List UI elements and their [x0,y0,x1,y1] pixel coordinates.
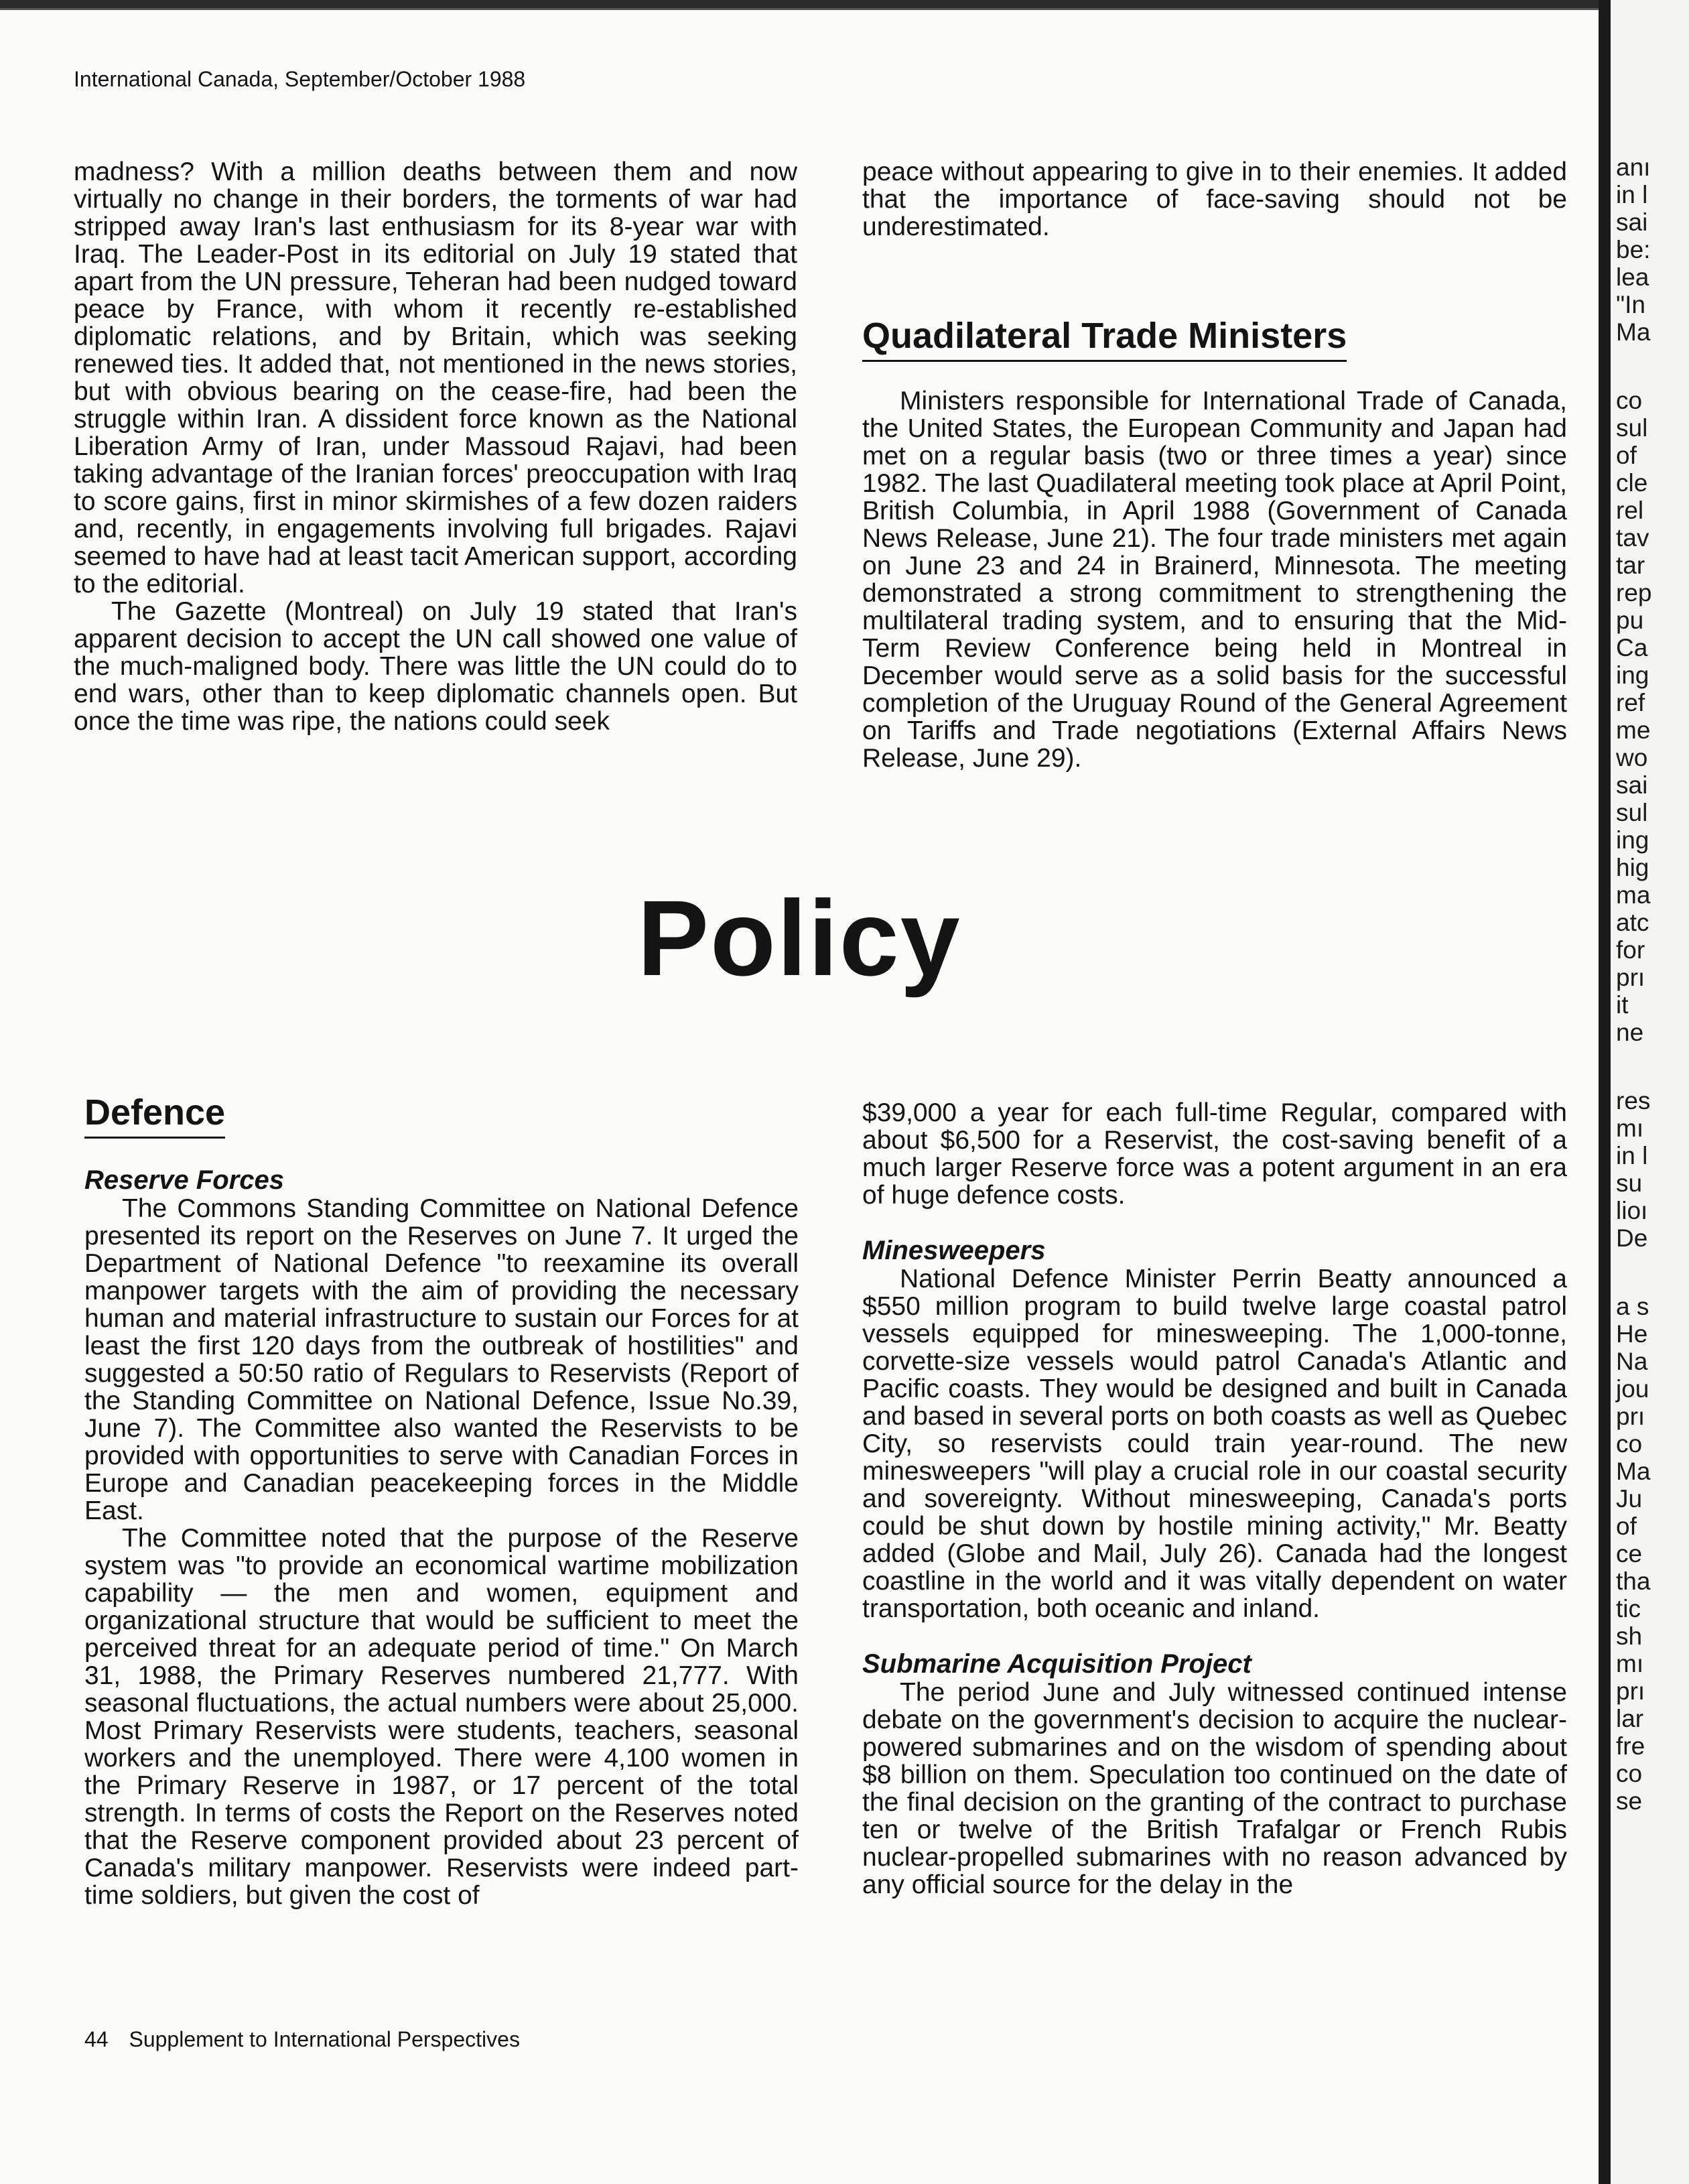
adjacent-page-fragment: pu [1616,606,1644,634]
adjacent-page-fragment: prı [1616,1403,1645,1430]
adjacent-page-fragment: tha [1616,1567,1651,1595]
adjacent-page-fragment: rel [1616,497,1644,524]
adjacent-page-fragment: prı [1616,1677,1645,1705]
paragraph: National Defence Minister Perrin Beatty announced a $550 million program to build twelve large coastal patrol vessels equipped for minesweeping. The 1,000-tonne, corvette-size vessels would patrol Canada's Atlantic and Pacific coasts. They would be designed and built in Canada and based in several ports on both coasts as well as Quebec City, so reservists could train year-round. The new minesweepers "will play a crucial role in our coastal security and sovereignty. Without minesweeping, Canada's ports could be shut down by hostile mining activity," Mr. Beatty added (Globe and Mail, July 26). Canada had the longest coastline in the world and it was vitally dependent on water transportation, both oceanic and inland. [862,1265,1567,1623]
adjacent-page-fragment: Ma [1616,318,1651,346]
adjacent-page-fragment: lea [1616,263,1649,291]
publication-title: Supplement to International Perspectives [129,2027,520,2051]
adjacent-page-fragment: co [1616,387,1643,414]
page-gutter [1599,0,1611,2184]
adjacent-page-fragment: sul [1616,414,1648,442]
subheading-minesweepers: Minesweepers [862,1236,1046,1265]
adjacent-page-fragment: prı [1616,964,1645,991]
adjacent-page-fragment: ing [1616,826,1649,854]
adjacent-page-fragment: He [1616,1320,1648,1348]
adjacent-page-fragment: tar [1616,552,1645,579]
adjacent-page-fragment: Ca [1616,634,1648,661]
adjacent-page-fragment: "In [1616,291,1645,318]
page-footer [84,2027,520,2052]
adjacent-page-fragment: mı [1616,1114,1644,1142]
adjacent-page-fragment: a s [1616,1293,1649,1320]
paragraph: The Gazette (Montreal) on July 19 stated that Iran's apparent decision to accept the UN call showed one value of the much-maligned body. There was little the UN could do to end wars, other than to keep diplomatic channels open. But once the time was ripe, the nations could seek [74,597,797,736]
adjacent-page-fragment: in l [1616,181,1648,208]
page-title: Policy [637,878,961,998]
paragraph: Ministers responsible for International Trade of Canada, the United States, the European Community and Japan had met on a regular basis (two or three times a year) since 1982. The last Quadilateral meeting took place at April Point, British Columbia, in April 1988 (Government of Canada News Release, June 21). The four trade ministers met again on June 23 and 24 in Brainerd, Minnesota. The meeting demonstrated a strong commitment to strengthening the multilateral trading system, and to ensuring that the Mid-Term Review Conference being held in Montreal in December would serve as a solid basis for the successful completion of the Uruguay Round of the General Agreement on Tariffs and Trade negotiations (External Affairs News Release, June 29). [862,387,1567,773]
adjacent-page-fragment: sh [1616,1622,1643,1650]
adjacent-page-fragment: sai [1616,771,1648,799]
adjacent-page-fragment: in l [1616,1142,1648,1169]
column-1-top [74,158,797,735]
adjacent-page-fragment: of [1616,1513,1637,1540]
adjacent-page-fragment: co [1616,1430,1643,1458]
adjacent-page-fragment: lioı [1616,1197,1648,1224]
adjacent-page-fragment: be: [1616,236,1651,263]
adjacent-page-fragment: ma [1616,881,1651,909]
adjacent-page-fragment: sul [1616,799,1648,826]
adjacent-page-fragment: ne [1616,1019,1644,1046]
adjacent-page-fragment: me [1616,716,1651,744]
adjacent-page-fragment: atc [1616,909,1649,936]
scan-top-edge-shadow [0,8,1608,10]
adjacent-page-fragment: Ma [1616,1458,1651,1485]
adjacent-page-fragment: jou [1616,1375,1649,1403]
adjacent-page-fragment: lar [1616,1705,1644,1732]
adjacent-page-fragment: it [1616,991,1629,1019]
scan-top-edge [0,0,1689,8]
adjacent-page-fragment: su [1616,1169,1643,1197]
paragraph: peace without appearing to give in to their enemies. It added that the importance of face-saving should not be underestimated. [862,157,1567,241]
adjacent-page-fragment: ce [1616,1540,1643,1567]
adjacent-page-fragment: fre [1616,1732,1645,1760]
paragraph: The period June and July witnessed continued intense debate on the government's decision to acquire the nuclear-powered submarines and on the wisdom of spending about $8 billion on them. Speculation too continued on the date of the final decision on the granting of the contract to purchase ten or twelve of the British Trafalgar or French Rubis nuclear-propelled submarines with no reason advanced by any official source for the delay in the [862,1678,1567,1899]
adjacent-page-fragment: se [1616,1787,1643,1815]
adjacent-page-fragment: De [1616,1224,1648,1252]
adjacent-page-fragment: tic [1616,1595,1641,1622]
adjacent-page-fragment: tav [1616,524,1649,552]
subheading-reserve-forces: Reserve Forces [84,1165,284,1195]
adjacent-page-fragment: for [1616,936,1645,964]
section-heading-trade: Quadilateral Trade Ministers [862,314,1347,362]
page-number: 44 [84,2027,109,2051]
running-head: International Canada, September/October 1988 [74,67,526,91]
adjacent-page-fragment: hig [1616,854,1649,881]
section-heading-defence: Defence [84,1091,225,1139]
adjacent-page-fragment: of [1616,442,1637,469]
adjacent-page-fragment: res [1616,1087,1651,1114]
adjacent-page-edge [1611,0,1689,2184]
column-1-bottom [84,1091,799,1909]
paragraph: The Commons Standing Committee on National Defence presented its report on the Reserves on June 7. It urged the Department of National Defence "to reexamine its overall manpower targets with the aim of providing the necessary human and material infrastructure to sustain our Forces for at least the first 120 days from the outbreak of hostilities" and suggested a 50:50 ratio of Regulars to Reservists (Report of the Standing Committee on National Defence, Issue No.39, June 7). The Committee also wanted the Reservists to be provided with opportunities to serve with Canadian Forces in Europe and Canadian peacekeeping forces in the Middle East. [84,1194,799,1525]
adjacent-page-fragment: ref [1616,689,1645,716]
column-2-top [862,158,1567,772]
paragraph: madness? With a million deaths between them and now virtually no change in their borders, the torments of war had stripped away Iran's last enthusiasm for its 8-year war with Iraq. The Leader-Post in its editorial on July 19 stated that apart from the UN pressure, Teheran had been nudged toward peace by France, with whom it recently re-established diplomatic relations, and by Britain, which was seeking renewed ties. It added that, not mentioned in the news stories, but with obvious bearing on the cease-fire, had been the struggle within Iran. A dissident force known as the National Liberation Army of Iran, under Massoud Rajavi, had been taking advantage of the Iranian forces' preoccupation with Iraq to score gains, first in minor skirmishes of a few dozen raiders and, recently, in engagements involving full brigades. Rajavi seemed to have had at least tacit American support, according to the editorial. [74,157,797,598]
adjacent-page-fragment: sai [1616,208,1648,236]
adjacent-page-fragment: co [1616,1760,1643,1787]
subheading-submarine: Submarine Acquisition Project [862,1649,1252,1679]
adjacent-page-fragment: anı [1616,153,1651,181]
adjacent-page-fragment: cle [1616,469,1648,497]
adjacent-page-fragment: Ju [1616,1485,1643,1513]
column-2-bottom [862,1099,1567,1899]
paragraph: The Committee noted that the purpose of the Reserve system was "to provide an economical wartime mobilization capability — the men and women, equipment and organizational structure that would be sufficient to meet the perceived threat for an adequate period of time." On March 31, 1988, the Primary Reserves numbered 21,777. With seasonal fluctuations, the actual numbers were about 25,000. Most Primary Reservists were students, teachers, seasonal workers and the unemployed. There were 4,100 women in the Primary Reserve in 1987, or 17 percent of the total strength. In terms of costs the Report on the Reserves noted that the Reserve component provided about 23 percent of Canada's military manpower. Reservists were indeed part-time soldiers, but given the cost of [84,1524,799,1910]
adjacent-page-fragment: Na [1616,1348,1648,1375]
adjacent-page-fragment: wo [1616,744,1648,771]
paragraph: $39,000 a year for each full-time Regular, compared with about $6,500 for a Reservist, the cost-saving benefit of a much larger Reserve force was a potent argument in an era of huge defence costs. [862,1098,1567,1210]
adjacent-page-fragment: mı [1616,1650,1644,1677]
adjacent-page-fragment: ing [1616,661,1649,689]
adjacent-page-fragment: rep [1616,579,1652,606]
